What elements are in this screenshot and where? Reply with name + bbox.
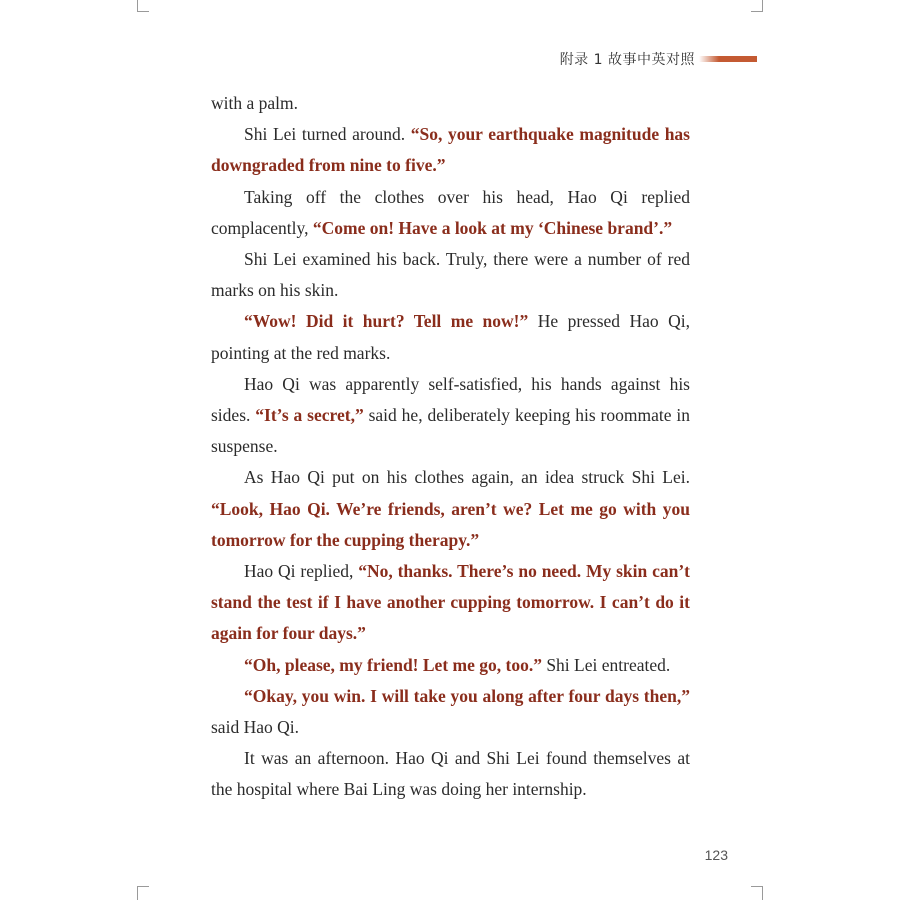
narration-text: Shi Lei turned around. [244, 124, 411, 145]
narration-text: It was an afternoon. Hao Qi and Shi Lei found themselves at the hospital where Bai Ling was doing her internship. [211, 748, 690, 800]
dialogue-quote: “Wow! Did it hurt? Tell me now!” [244, 311, 529, 332]
narration-text: Hao Qi replied, [244, 561, 359, 582]
dialogue-quote: “Okay, you win. I will take you along after four days then,” [244, 685, 690, 706]
paragraph [211, 88, 690, 119]
paragraph [211, 306, 690, 368]
crop-mark-bottom-left-v [137, 886, 138, 900]
narration-text: said Hao Qi. [211, 717, 299, 738]
dialogue-quote: “Look, Hao Qi. We’re friends, aren’t we? Let me go with you tomorrow for the cupping therapy.” [211, 498, 690, 550]
narration-text: Shi Lei examined his back. Truly, there were a number of red marks on his skin. [211, 249, 690, 301]
narration-text: He pressed Hao Qi, pointing at the red marks. [211, 311, 690, 363]
dialogue-quote: “No, thanks. There’s no need. My skin can’t stand the test if I have another cupping tomorrow. I can’t do it again for four days.” [211, 561, 690, 644]
crop-mark-top-left-h [137, 11, 149, 12]
header-accent-fade [699, 56, 719, 62]
narration-text: said he, deliberately keeping his roommate in suspense. [211, 405, 690, 457]
running-header [560, 49, 757, 69]
dialogue-quote: “It’s a secret,” [255, 405, 364, 426]
paragraph [211, 743, 690, 805]
paragraph [211, 556, 690, 650]
header-accent-bar [719, 56, 757, 62]
dialogue-quote: “Oh, please, my friend! Let me go, too.” [244, 654, 542, 675]
paragraph [211, 462, 690, 556]
crop-mark-bottom-right-v [762, 886, 763, 900]
paragraph [211, 244, 690, 306]
narration-text: Hao Qi was apparently self-satisfied, his hands against his sides. [211, 373, 690, 426]
running-header-title: 附录 1 故事中英对照 [559, 52, 695, 68]
paragraph [211, 119, 690, 181]
narration-text: with a palm. [211, 93, 298, 113]
crop-mark-top-right-h [751, 11, 763, 12]
crop-mark-bottom-left-h [137, 886, 149, 887]
story-text [211, 88, 690, 806]
paragraph [211, 650, 690, 681]
narration-text: Taking off the clothes over his head, Hao Qi replied complacently, [211, 186, 690, 238]
page-number: 123 [704, 847, 728, 863]
dialogue-quote: “Come on! Have a look at my ‘Chinese brand’.” [312, 217, 673, 238]
dialogue-quote: “So, your earthquake magnitude has downgraded from nine to five.” [211, 124, 690, 176]
crop-mark-bottom-right-h [751, 886, 763, 887]
narration-text: As Hao Qi put on his clothes again, an idea struck Shi Lei. [244, 467, 690, 488]
narration-text: Shi Lei entreated. [541, 654, 671, 675]
paragraph [211, 369, 690, 463]
paragraph [211, 681, 690, 743]
paragraph [211, 182, 690, 244]
